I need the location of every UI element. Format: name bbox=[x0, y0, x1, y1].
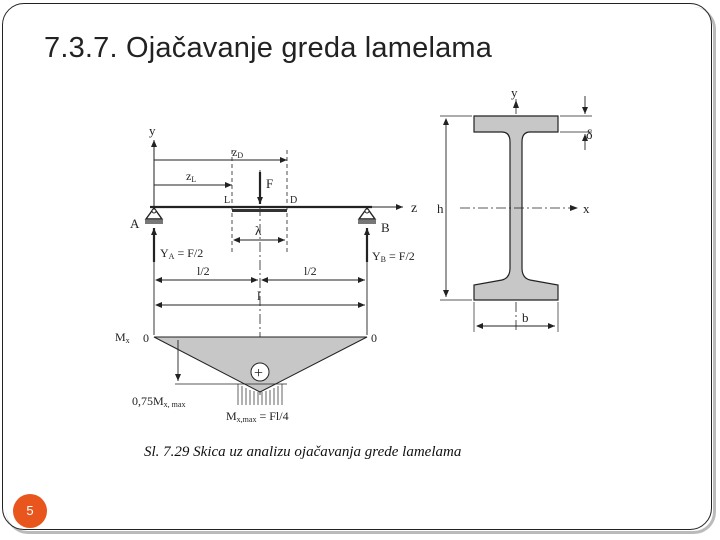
moment-diagram bbox=[115, 330, 377, 424]
support-B bbox=[358, 208, 376, 224]
force-label: F bbox=[266, 176, 274, 191]
moment-level-label: 0,75Mx, max bbox=[132, 394, 186, 409]
section-x-label: x bbox=[583, 201, 590, 216]
support-A-label: A bbox=[130, 216, 140, 231]
reaction-B-label: YB = F/2 bbox=[372, 249, 415, 264]
plus-sign: + bbox=[254, 365, 264, 382]
i-section bbox=[437, 85, 593, 332]
width-label: b bbox=[522, 310, 529, 325]
moment-max-label: Mx,max = Fl/4 bbox=[226, 409, 289, 424]
slide-title: 7.3.7. Ojačavanje greda lamelama bbox=[44, 32, 493, 64]
page-number-badge: 5 bbox=[13, 494, 47, 528]
height-label: h bbox=[437, 201, 444, 216]
lamella bbox=[232, 209, 287, 212]
point-L-label: L bbox=[224, 195, 231, 206]
moment-axis-label: Mx bbox=[115, 330, 130, 345]
flange-label: δ bbox=[586, 128, 593, 143]
half-span-left-label: l/2 bbox=[197, 264, 210, 278]
moment-zero-right: 0 bbox=[371, 331, 377, 345]
zL-label: zL bbox=[186, 169, 197, 184]
half-span-right-label: l/2 bbox=[304, 264, 317, 278]
point-D-label: D bbox=[290, 195, 298, 206]
lambda-label: λ bbox=[255, 223, 262, 238]
reaction-A-label: YA = F/2 bbox=[160, 246, 204, 261]
z-axis-label: z bbox=[411, 201, 418, 216]
span-label: l bbox=[257, 288, 261, 303]
section-y-label: y bbox=[511, 85, 518, 100]
support-A bbox=[145, 208, 163, 224]
zD-label: zD bbox=[232, 145, 244, 160]
moment-zero-left: 0 bbox=[143, 331, 149, 345]
y-axis-label: y bbox=[149, 123, 156, 138]
figure-caption: Sl. 7.29 Skica uz analizu ojačavanja grede lamelama bbox=[144, 444, 462, 460]
support-B-label: B bbox=[381, 220, 390, 235]
